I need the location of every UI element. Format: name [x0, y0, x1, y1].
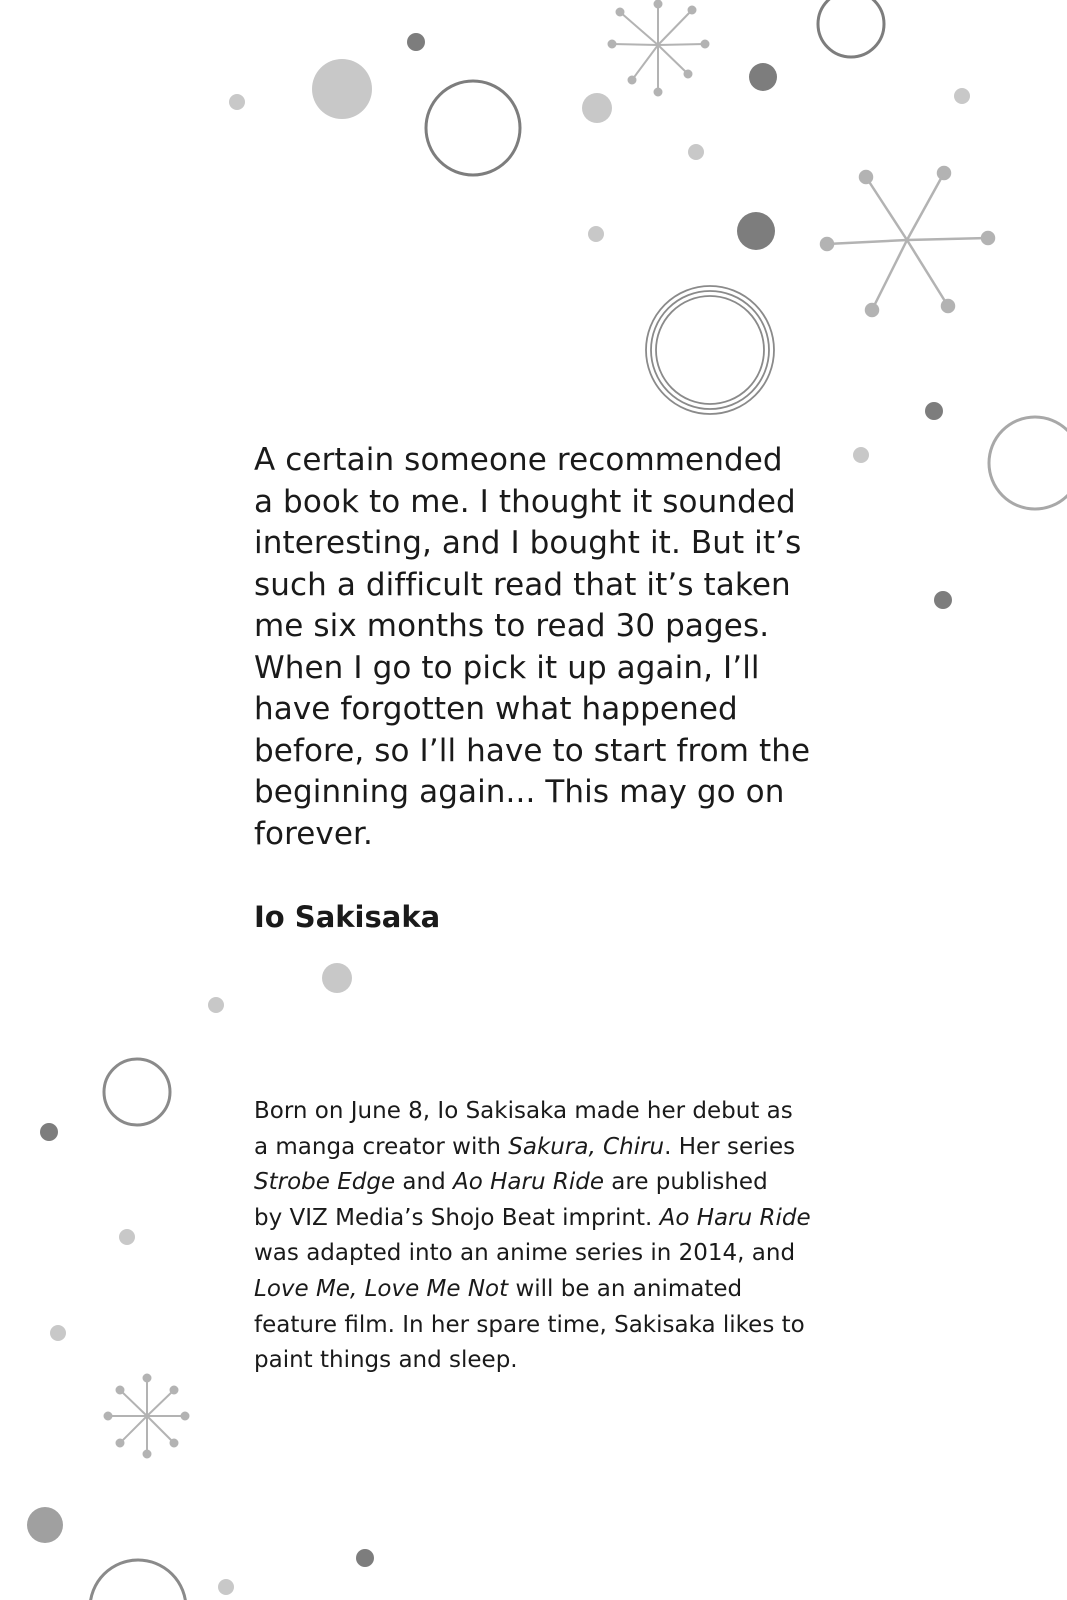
bio-line: Love Me, Love Me Not will be an animated [254, 1275, 743, 1302]
dot-decoration [588, 226, 604, 242]
bio-line: feature film. In her spare time, Sakisaka likes to [254, 1311, 805, 1338]
dot-decoration [119, 1229, 135, 1245]
author-name: Io Sakisaka [254, 900, 441, 934]
quote-line: have forgotten what happened [254, 691, 738, 727]
dot-decoration [208, 997, 224, 1013]
author-bio [254, 1094, 854, 1379]
dot-decoration [737, 212, 775, 250]
title-sakura-chiru: Sakura, Chiru [508, 1133, 665, 1160]
bio-line: paint things and sleep. [254, 1347, 518, 1374]
dot-decoration [322, 963, 352, 993]
ring-decoration [989, 417, 1067, 509]
bio-line: by VIZ Media’s Shojo Beat imprint. Ao Haru Ride [254, 1204, 811, 1231]
ring-decoration [426, 81, 520, 175]
dot-decoration [688, 144, 704, 160]
quote-line: A certain someone recommended [254, 442, 783, 478]
dot-decoration [229, 94, 245, 110]
quote-line: such a difficult read that it’s taken [254, 566, 791, 603]
dot-decoration [40, 1123, 58, 1141]
bio-line: Strobe Edge and Ao Haru Ride are published [254, 1169, 768, 1196]
dot-decoration [853, 447, 869, 463]
bio-line: Born on June 8, Io Sakisaka made her debut as [254, 1098, 793, 1124]
bio-line: a manga creator with Sakura, Chiru. Her series [254, 1133, 796, 1160]
title-ao-haru-ride: Ao Haru Ride [659, 1204, 811, 1231]
dot-decoration [50, 1325, 66, 1341]
quote-line: me six months to read 30 pages. [254, 608, 770, 644]
title-strobe-edge: Strobe Edge [254, 1169, 396, 1196]
quote-line: before, so I’ll have to start from the [254, 732, 811, 769]
dot-decoration [582, 93, 612, 123]
quote-line: a book to me. I thought it sounded [254, 483, 796, 520]
ring-decoration [818, 0, 884, 57]
snowflake-icon [821, 167, 994, 316]
ring-decoration [104, 1059, 170, 1125]
snowflake-icon [105, 1375, 189, 1458]
snowflake-icon [609, 1, 709, 96]
dot-decoration [218, 1579, 234, 1595]
dot-decoration [356, 1549, 374, 1567]
quote-line: beginning again... This may go on [254, 774, 785, 810]
bio-line: was adapted into an anime series in 2014, and [254, 1240, 796, 1267]
ring-decoration [90, 1560, 186, 1600]
dot-decoration [27, 1507, 63, 1543]
dot-decoration [749, 63, 777, 91]
dot-decoration [934, 591, 952, 609]
triple-ring-decoration [646, 286, 774, 414]
quote-line: forever. [254, 815, 373, 852]
dot-decoration [925, 402, 943, 420]
quote-line: interesting, and I bought it. But it’s [254, 525, 802, 561]
dot-decoration [312, 59, 372, 119]
quote-line: When I go to pick it up again, I’ll [254, 649, 760, 686]
dot-decoration [954, 88, 970, 104]
title-ao-haru-ride: Ao Haru Ride [453, 1169, 604, 1196]
author-quote [254, 440, 844, 855]
dot-decoration [407, 33, 425, 51]
title-love-me-love-me-not: Love Me, Love Me Not [254, 1275, 509, 1302]
